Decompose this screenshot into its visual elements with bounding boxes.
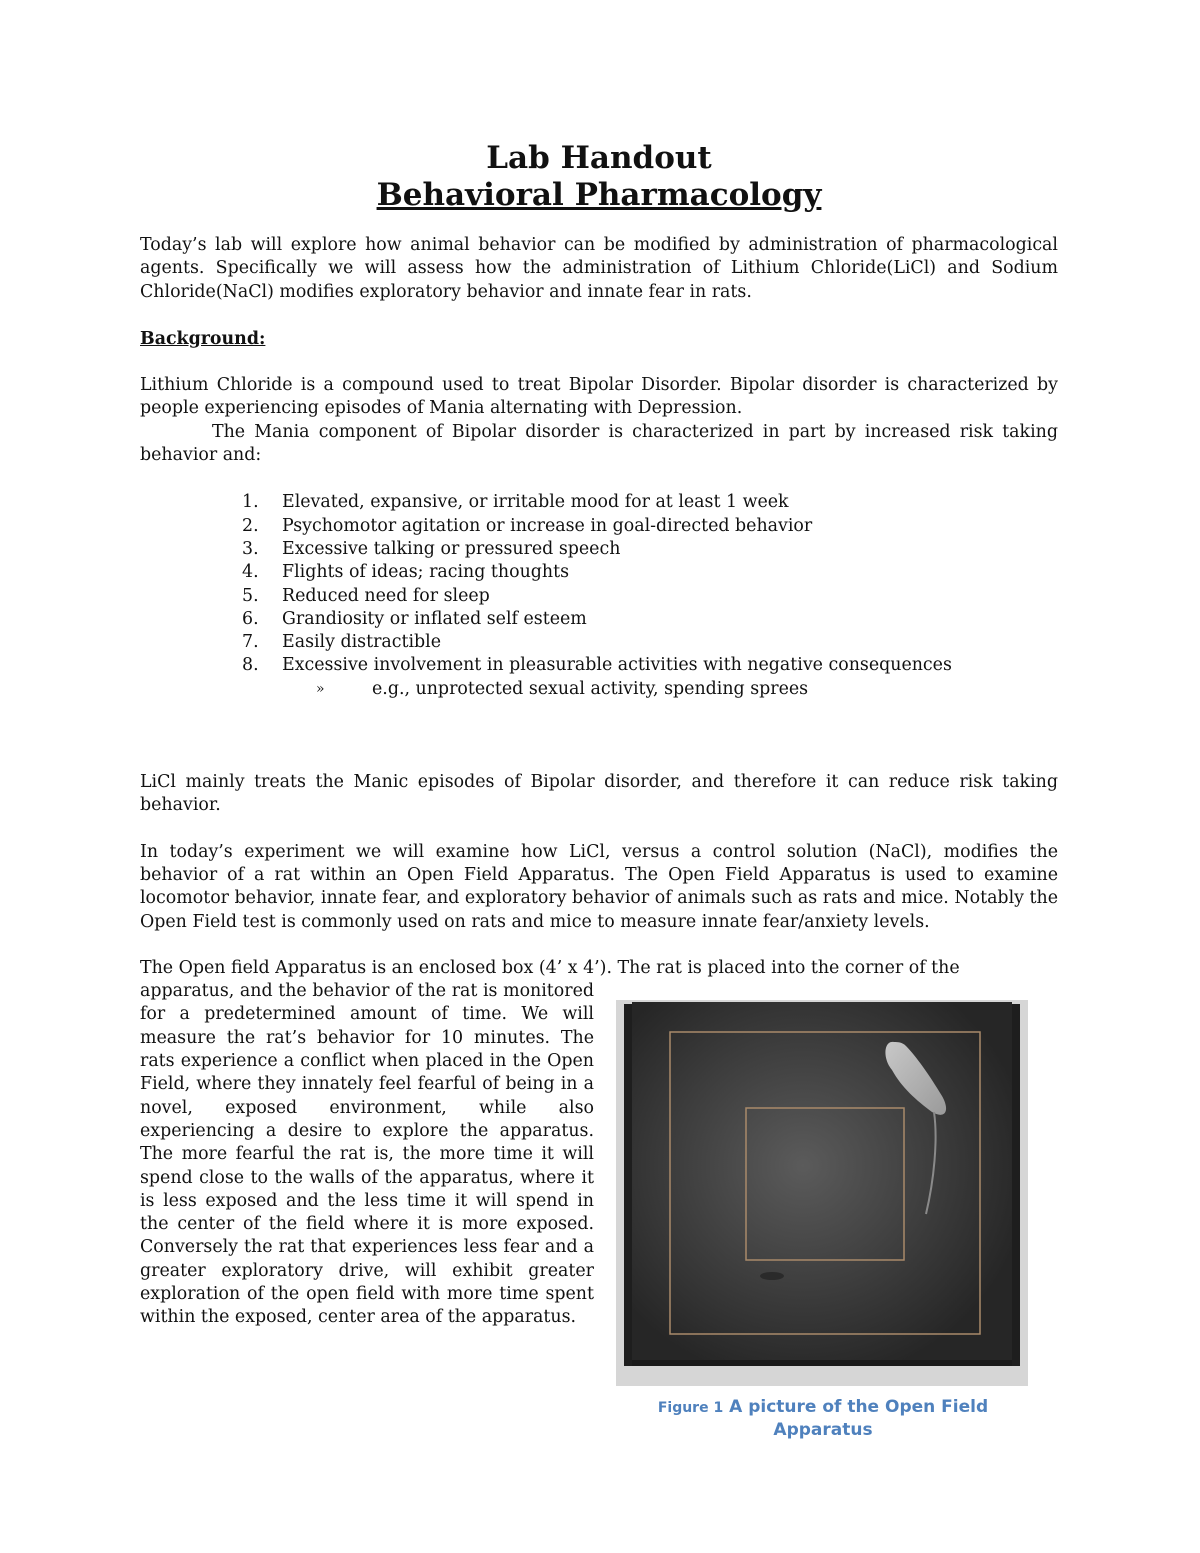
list-item: 6. Grandiosity or inflated self esteem (242, 608, 587, 629)
list-item: 1. Elevated, expansive, or irritable mood for at least 1 week (242, 492, 789, 513)
background-heading: Background: (140, 328, 266, 349)
mania-symptom-list (140, 491, 1058, 677)
list-item: 4. Flights of ideas; racing thoughts (242, 562, 570, 583)
open-field-lead-line: The Open field Apparatus is an enclosed box (4’ x 4’). The rat is placed into the corner of the (140, 957, 960, 978)
figure-label: Figure 1 (657, 1400, 724, 1417)
document-subtitle: Behavioral Pharmacology (376, 177, 822, 213)
sub-bullet-example (140, 678, 1058, 701)
figure-caption-text: A picture of the Open Field Apparatus (729, 1397, 989, 1441)
background-paragraph-1: Lithium Chloride is a compound used to treat Bipolar Disorder. Bipolar disorder is characterized by people experiencing episodes of Mania alternating with Depression. (140, 375, 1058, 419)
document-page (140, 140, 1058, 1441)
licl-paragraph: LiCl mainly treats the Manic episodes of Bipolar disorder, and therefore it can reduce risk taking behavior. (140, 772, 1058, 816)
sub-bullet-marker: » (316, 680, 325, 697)
figure-caption (616, 1396, 1030, 1441)
open-field-section (140, 980, 1058, 1441)
list-item: 5. Reduced need for sleep (242, 585, 490, 606)
open-field-photo (616, 1000, 1028, 1386)
background-paragraph-2: The Mania component of Bipolar disorder is characterized in part by increased risk taking behavior and: (140, 421, 1058, 466)
figure-1 (616, 1000, 1030, 1441)
list-item: 8. Excessive involvement in pleasurable activities with negative consequences (242, 655, 952, 676)
document-title: Lab Handout (486, 140, 712, 176)
list-item: 7. Easily distractible (242, 632, 442, 653)
open-field-paragraph: apparatus, and the behavior of the rat is monitored for a predetermined amount of time. We will measure the rat’s behavior for 10 minutes. The rats experience a conflict when placed in the Open Field, where they innately feel fearful of being in a novel, exposed environment, while also experiencing a desire to explore the apparatus. The more fearful the rat is, the more time it will spend close to the walls of the apparatus, where it is less exposed and the less time it will spend in the center of the field where it is more exposed. Conversely the rat that experiences less fear and a greater exploratory drive, will exhibit greater exploration of the open field with more time spent within the exposed, center area of the apparatus. (140, 981, 594, 1328)
list-item: 3. Excessive talking or pressured speech (242, 538, 621, 559)
experiment-paragraph: In today’s experiment we will examine how LiCl, versus a control solution (NaCl), modifies the behavior of a rat within an Open Field Apparatus. The Open Field Apparatus is used to examine locomotor behavior, innate fear, and exploratory behavior of animals such as rats and mice. Notably the Open Field test is commonly used on rats and mice to measure innate fear/anxiety levels. (140, 841, 1058, 932)
intro-paragraph: Today’s lab will explore how animal behavior can be modified by administration of pharmacological agents. Specifically we will assess how the administration of Lithium Chloride(LiCl) and Sodium Chloride(NaCl) modifies exploratory behavior and innate fear in rats. (140, 235, 1058, 302)
sub-bullet-text: e.g., unprotected sexual activity, spending sprees (372, 678, 809, 699)
list-item: 2. Psychomotor agitation or increase in goal-directed behavior (242, 515, 813, 536)
